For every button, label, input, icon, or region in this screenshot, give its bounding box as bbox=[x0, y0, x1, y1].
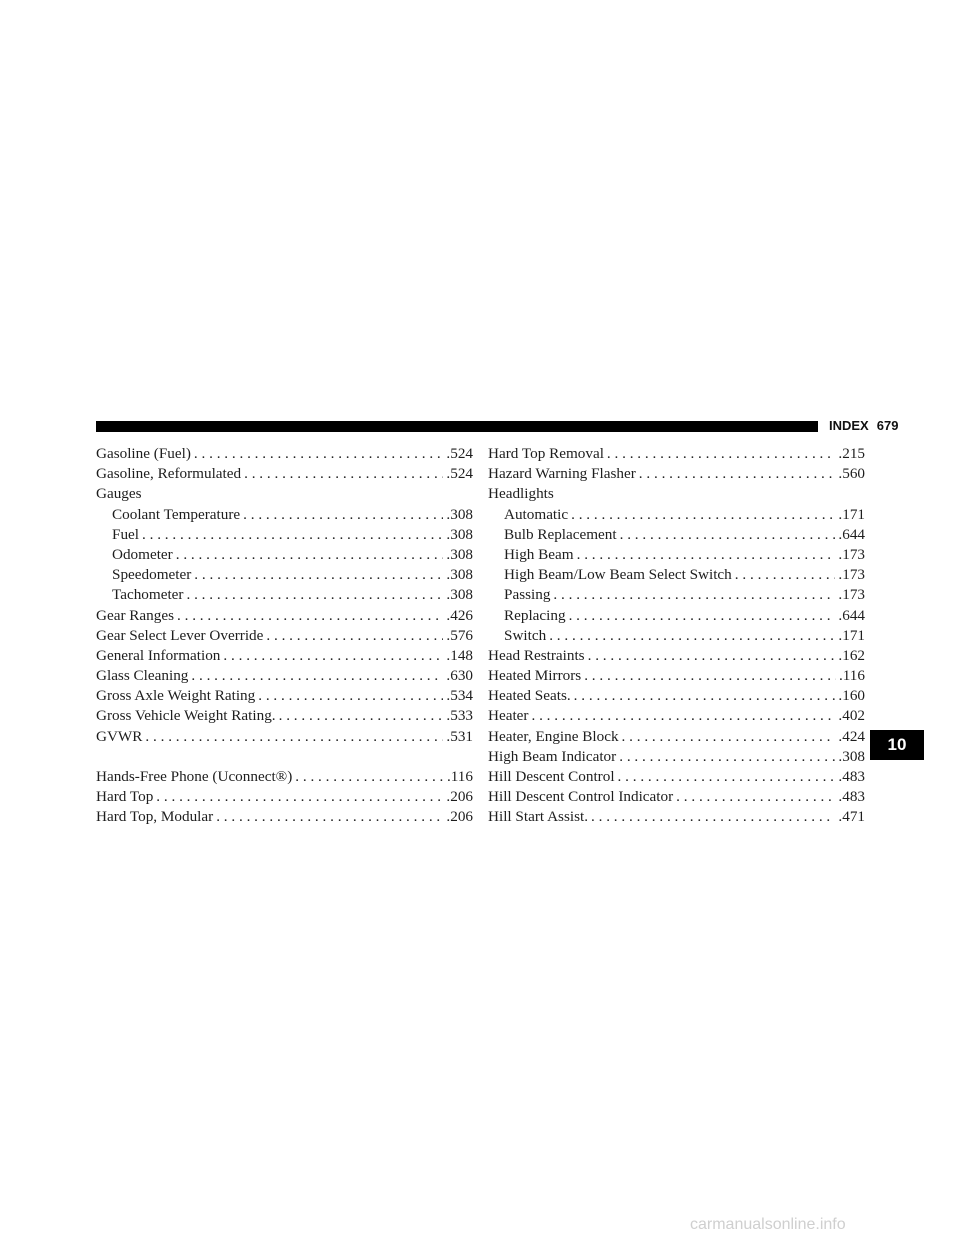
entry-label: Speedometer bbox=[112, 566, 192, 584]
dot-leader bbox=[216, 807, 443, 827]
dot-leader bbox=[676, 787, 835, 807]
dot-leader bbox=[569, 606, 836, 626]
entry-label: Headlights bbox=[488, 485, 554, 503]
entry-label: Gear Ranges bbox=[96, 606, 175, 624]
dot-leader bbox=[607, 444, 836, 464]
entry-label: Replacing bbox=[504, 606, 566, 624]
entry-label: Gasoline, Reformulated bbox=[96, 465, 242, 483]
entry-page: .160 bbox=[838, 687, 865, 705]
entry-label: Gauges bbox=[96, 485, 142, 503]
entry-page: .116 bbox=[838, 667, 865, 685]
entry-label: Heated Seats. bbox=[488, 687, 571, 705]
index-subentry bbox=[488, 525, 865, 545]
entry-label: High Beam Indicator bbox=[488, 747, 617, 765]
entry-label: Gross Vehicle Weight Rating. bbox=[96, 707, 276, 725]
entry-label: Gasoline (Fuel) bbox=[96, 445, 191, 462]
index-entry bbox=[488, 727, 865, 747]
entry-label: Coolant Temperature bbox=[112, 505, 241, 523]
dot-leader bbox=[145, 727, 443, 747]
dot-leader bbox=[574, 686, 836, 706]
entry-label: Head Restraints bbox=[488, 646, 585, 664]
index-entry bbox=[96, 444, 473, 464]
entry-page: .483 bbox=[838, 788, 865, 806]
entry-label: Bulb Replacement bbox=[504, 525, 617, 543]
index-entry bbox=[488, 807, 865, 827]
entry-label: Hazard Warning Flasher bbox=[488, 465, 636, 483]
entry-label: Heated Mirrors bbox=[488, 667, 582, 685]
entry-page: .171 bbox=[838, 505, 865, 523]
entry-label: Fuel bbox=[112, 525, 140, 543]
index-entry bbox=[488, 706, 865, 726]
index-entry bbox=[96, 787, 473, 807]
dot-leader bbox=[194, 565, 443, 585]
index-subentry bbox=[96, 585, 473, 605]
entry-label: Hill Descent Control bbox=[488, 768, 615, 785]
dot-leader bbox=[186, 585, 443, 605]
entry-label: Hard Top, Modular bbox=[96, 808, 214, 826]
index-entry bbox=[96, 646, 473, 666]
entry-label: Tachometer bbox=[112, 586, 184, 604]
entry-label: Hard Top bbox=[96, 788, 154, 805]
entry-label: Automatic bbox=[504, 505, 569, 523]
dot-leader bbox=[295, 767, 444, 787]
dot-leader bbox=[571, 505, 835, 525]
entry-label: GVWR bbox=[96, 727, 143, 745]
index-subentry bbox=[488, 585, 865, 605]
entry-page: .173 bbox=[838, 545, 865, 563]
index-subentry bbox=[488, 505, 865, 525]
entry-page: .171 bbox=[838, 626, 865, 644]
dot-leader bbox=[620, 525, 836, 545]
dot-leader bbox=[735, 565, 836, 585]
entry-page: .308 bbox=[446, 525, 473, 543]
dot-leader bbox=[639, 464, 836, 484]
section-title: INDEX bbox=[829, 418, 869, 433]
entry-page: .173 bbox=[838, 566, 865, 584]
index-subentry bbox=[96, 505, 473, 525]
dot-leader bbox=[618, 767, 836, 787]
dot-leader bbox=[584, 666, 836, 686]
entry-label: General Information bbox=[96, 646, 221, 664]
entry-page: .215 bbox=[838, 445, 865, 462]
dot-leader bbox=[223, 646, 443, 666]
index-subentry bbox=[96, 545, 473, 565]
entry-page: .308 bbox=[446, 505, 473, 523]
index-subentry bbox=[488, 606, 865, 626]
index-entry bbox=[96, 626, 473, 646]
index-subentry bbox=[488, 545, 865, 565]
entry-page: .644 bbox=[838, 525, 865, 543]
index-entry bbox=[488, 444, 865, 464]
index-subentry bbox=[488, 565, 865, 585]
entry-page: .308 bbox=[446, 586, 473, 604]
index-entry bbox=[96, 666, 473, 686]
entry-label: Heater bbox=[488, 707, 529, 725]
entry-page: .471 bbox=[838, 808, 865, 826]
index-entry bbox=[488, 666, 865, 686]
entry-page: .630 bbox=[446, 667, 473, 685]
entry-page: .206 bbox=[446, 788, 473, 805]
index-subentry bbox=[96, 565, 473, 585]
entry-page: .644 bbox=[838, 606, 865, 624]
dot-leader bbox=[531, 706, 835, 726]
dot-leader bbox=[142, 525, 443, 545]
index-entry bbox=[488, 767, 865, 787]
dot-leader bbox=[191, 666, 443, 686]
index-entry bbox=[96, 606, 473, 626]
entry-page: .534 bbox=[446, 687, 473, 705]
dot-leader bbox=[279, 706, 444, 726]
entry-label: Hard Top Removal bbox=[488, 445, 604, 462]
entry-label: Heater, Engine Block bbox=[488, 727, 619, 745]
dot-leader bbox=[619, 747, 835, 767]
entry-page: .308 bbox=[446, 566, 473, 584]
running-header bbox=[829, 419, 898, 433]
entry-label: Glass Cleaning bbox=[96, 667, 189, 685]
entry-label: Hill Start Assist. bbox=[488, 808, 589, 826]
index-entry bbox=[96, 807, 473, 827]
entry-page: .148 bbox=[446, 646, 473, 664]
index-entry bbox=[488, 787, 865, 807]
dot-leader bbox=[177, 606, 443, 626]
entry-label: Hands-Free Phone (Uconnect®) bbox=[96, 767, 293, 785]
dot-leader bbox=[622, 727, 836, 747]
entry-page: .116 bbox=[446, 767, 473, 785]
entry-page: .206 bbox=[446, 808, 473, 826]
index-entry bbox=[488, 646, 865, 666]
index-entry bbox=[96, 727, 473, 747]
index-entry bbox=[96, 767, 473, 787]
entry-page: .524 bbox=[446, 465, 473, 483]
dot-leader bbox=[258, 686, 443, 706]
dot-leader bbox=[243, 505, 443, 525]
entry-page: .402 bbox=[838, 707, 865, 725]
dot-leader bbox=[549, 626, 835, 646]
dot-leader bbox=[244, 464, 443, 484]
dot-leader bbox=[553, 585, 835, 605]
entry-label: High Beam bbox=[504, 545, 574, 563]
entry-page: .173 bbox=[838, 586, 865, 604]
entry-label: High Beam/Low Beam Select Switch bbox=[504, 566, 732, 584]
entry-label: Gross Axle Weight Rating bbox=[96, 687, 256, 705]
dot-leader bbox=[591, 807, 835, 827]
index-entry bbox=[96, 686, 473, 706]
entry-page: .576 bbox=[446, 626, 473, 644]
dot-leader bbox=[176, 545, 444, 565]
dot-leader bbox=[156, 787, 443, 807]
index-subentry bbox=[96, 525, 473, 545]
dot-leader bbox=[588, 646, 836, 666]
index-subentry bbox=[488, 626, 865, 646]
watermark: carmanualsonline.info bbox=[690, 1216, 846, 1233]
entry-label: Passing bbox=[504, 586, 551, 604]
entry-label: Odometer bbox=[112, 545, 173, 563]
entry-page: .308 bbox=[446, 545, 473, 563]
dot-leader bbox=[266, 626, 443, 646]
entry-label: Switch bbox=[504, 626, 547, 644]
index-entry bbox=[488, 464, 865, 484]
index-heading bbox=[488, 484, 865, 504]
page-number: 679 bbox=[876, 418, 899, 433]
index-heading bbox=[96, 484, 473, 504]
header-rule bbox=[96, 421, 818, 432]
entry-page: .524 bbox=[446, 445, 473, 462]
index-entry bbox=[96, 706, 473, 726]
entry-page: .426 bbox=[446, 606, 473, 624]
entry-label: Hill Descent Control Indicator bbox=[488, 788, 674, 806]
index-column-left bbox=[96, 444, 473, 827]
entry-page: .560 bbox=[838, 465, 865, 483]
index-entry bbox=[96, 464, 473, 484]
entry-page: .483 bbox=[838, 768, 865, 785]
entry-label: Gear Select Lever Override bbox=[96, 626, 264, 644]
entry-page: .162 bbox=[838, 646, 865, 664]
entry-page: .308 bbox=[838, 747, 865, 765]
dot-leader bbox=[577, 545, 836, 565]
index-column-right bbox=[488, 444, 865, 828]
index-entry bbox=[488, 747, 865, 767]
entry-page: .531 bbox=[446, 727, 473, 745]
dot-leader bbox=[194, 444, 444, 464]
index-entry bbox=[488, 686, 865, 706]
chapter-tab: 10 bbox=[870, 730, 924, 760]
entry-page: .424 bbox=[838, 727, 865, 745]
entry-page: .533 bbox=[446, 707, 473, 725]
